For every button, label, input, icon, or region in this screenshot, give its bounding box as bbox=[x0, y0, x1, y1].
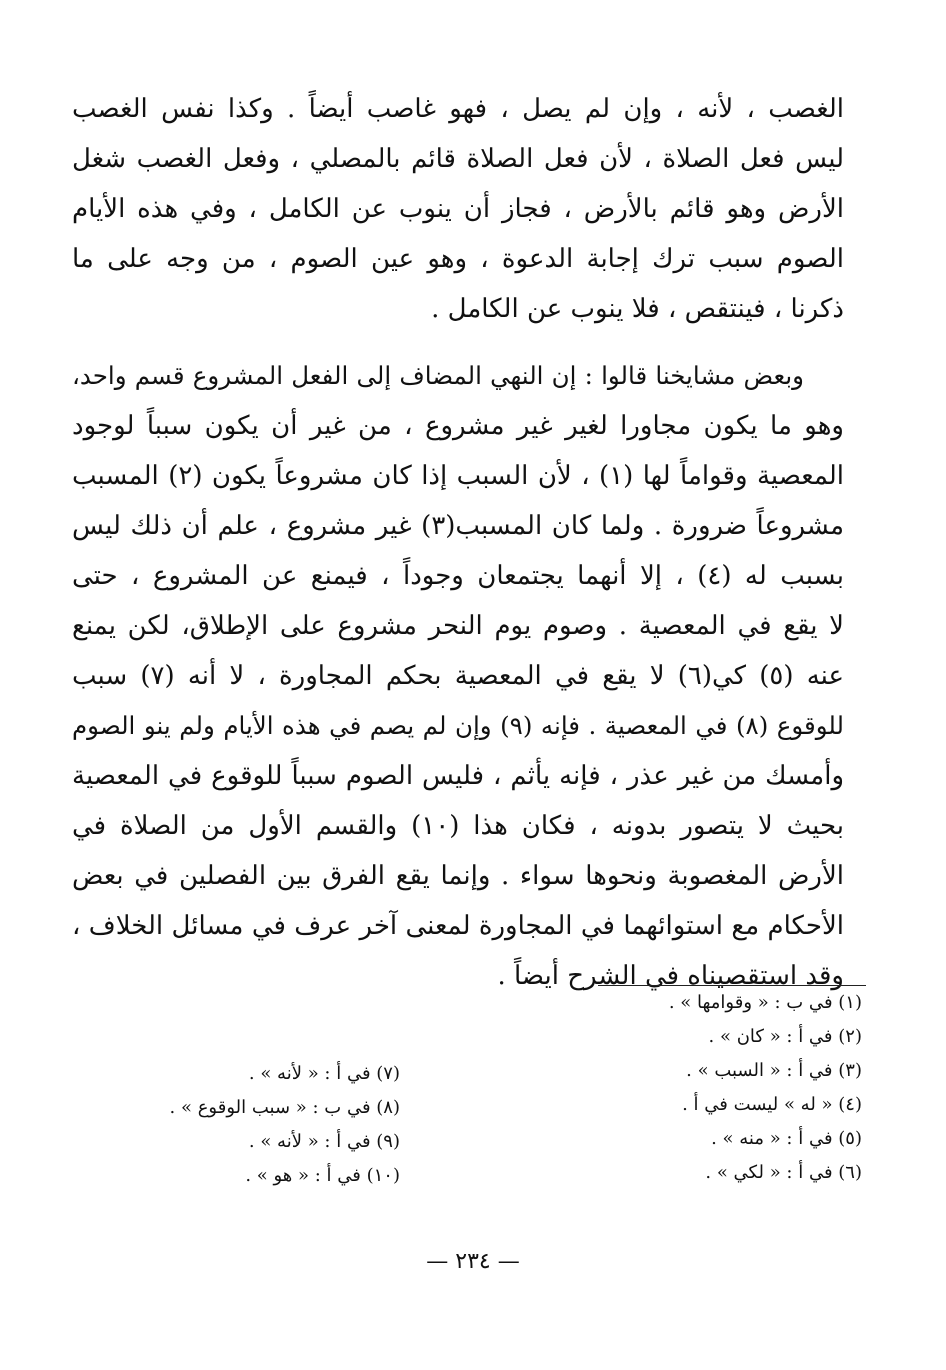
text-line: الأرض وهو قائم بالأرض ، فجاز أن ينوب عن الكامل ، وفي هذه الأيام bbox=[72, 194, 844, 224]
footnote: (٧) في أ : « لأنه » . bbox=[248, 1063, 400, 1084]
page-number: — ٢٣٤ — bbox=[426, 1249, 520, 1274]
paragraph-2 bbox=[72, 351, 844, 1001]
text-line: للوقوع (٨) في المعصية . فإنه (٩) وإن لم يصم في هذه الأيام ولم ينو الصوم bbox=[72, 711, 844, 740]
text-line: ذكرنا ، فينتقص ، فلا ينوب عن الكامل . bbox=[431, 294, 844, 324]
paragraph-1 bbox=[72, 84, 844, 334]
text-line: الأرض المغصوبة ونحوها سواء . وإنما يقع الفرق بين الفصلين في بعض bbox=[72, 861, 844, 891]
text-line: الصوم سبب ترك إجابة الدعوة ، وهو عين الصوم ، من وجه على ما bbox=[72, 244, 844, 274]
text-line: لا يقع في المعصية . وصوم يوم النحر مشروع على الإطلاق، لكن يمنع bbox=[72, 611, 844, 641]
text-line: عنه (٥) كي(٦) لا يقع في المعصية بحكم المجاورة ، لا أنه (٧) سبب bbox=[72, 661, 844, 691]
text-line: المعصية وقواماً لها (١) ، لأن السبب إذا كان مشروعاً يكون (٢) المسبب bbox=[72, 461, 844, 491]
text-line: وبعض مشايخنا قالوا : إن النهي المضاف إلى الفعل المشروع قسم واحد، bbox=[72, 361, 804, 390]
text-line: الأحكام مع استوائهما في المجاورة لمعنى آخر عرف في مسائل الخلاف ، bbox=[72, 911, 844, 941]
footnote: (٢) في أ : « كان » . bbox=[708, 1026, 862, 1047]
text-line: مشروعاً ضرورة . ولما كان المسبب(٣) غير مشروع ، علم أن ذلك ليس bbox=[72, 511, 844, 541]
footnotes-left-column bbox=[100, 1057, 400, 1193]
text-line: الغصب ، لأنه ، وإن لم يصل ، فهو غاصب أيضاً . وكذا نفس الغصب bbox=[72, 94, 844, 124]
footnote: (٨) في ب : « سبب الوقوع » . bbox=[169, 1097, 400, 1118]
footnote: (٤) « له » ليست في أ . bbox=[682, 1094, 862, 1115]
footnotes-right-column bbox=[562, 986, 862, 1190]
footnote: (٣) في أ : « السبب » . bbox=[686, 1060, 862, 1081]
text-line: وقد استقصيناه في الشرح أيضاً . bbox=[497, 961, 844, 991]
text-line: ليس فعل الصلاة ، لأن فعل الصلاة قائم بالمصلي ، وفعل الغصب شغل bbox=[72, 144, 844, 174]
text-line: وهو ما يكون مجاورا لغير غير مشروع ، من غير أن يكون سبباً لوجود bbox=[72, 411, 844, 441]
footnote: (٩) في أ : « لأنه » . bbox=[248, 1131, 400, 1152]
footnote: (١) في ب : « وقوامها » . bbox=[668, 992, 862, 1013]
text-line: بسبب له (٤) ، إلا أنهما يجتمعان وجوداً ، فيمنع عن المشروع ، حتى bbox=[72, 561, 844, 591]
footnote: (٦) في أ : « لكي » . bbox=[705, 1162, 862, 1183]
footnote: (٥) في أ : « منه » . bbox=[711, 1128, 862, 1149]
text-line: بحيث لا يتصور بدونه ، فكان هذا (١٠) والقسم الأول من الصلاة في bbox=[72, 811, 844, 841]
text-line: وأمسك من غير عذر ، فإنه يأثم ، فليس الصوم سبباً للوقوع في المعصية bbox=[72, 761, 844, 791]
footnote: (١٠) في أ : « هو » . bbox=[245, 1165, 400, 1186]
